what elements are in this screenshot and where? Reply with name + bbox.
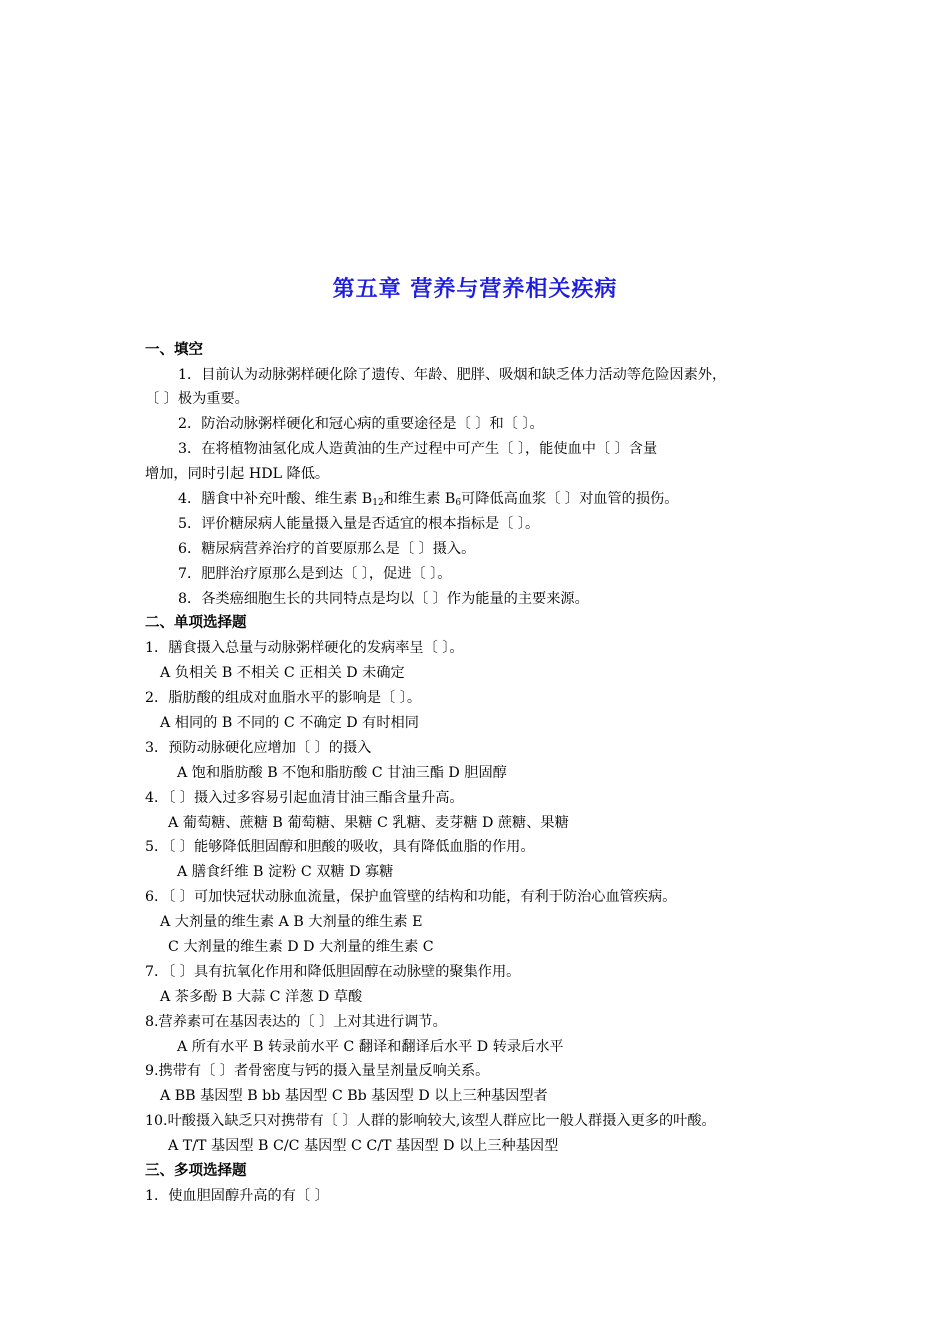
single-q3: 3．预防动脉硬化应增加〔 〕的摄入 xyxy=(145,740,372,756)
single-q3-options: A 饱和脂肪酸 B 不饱和脂肪酸 C 甘油三酯 D 胆固醇 xyxy=(177,765,507,781)
fill-q2: 2．防治动脉粥样硬化和冠心病的重要途径是〔 〕和〔 〕。 xyxy=(178,416,544,432)
fill-q5: 5．评价糖尿病人能量摄入量是否适宜的根本指标是〔 〕。 xyxy=(178,516,540,532)
single-q7: 7．〔 〕具有抗氧化作用和降低胆固醇在动脉壁的聚集作用。 xyxy=(145,964,521,980)
single-q8-options: A 所有水平 B 转录前水平 C 翻译和翻译后水平 D 转录后水平 xyxy=(177,1039,564,1055)
single-q1: 1．膳食摄入总量与动脉粥样硬化的发病率呈〔 〕。 xyxy=(145,640,464,656)
fill-q4-subscript-12: 12 xyxy=(372,498,384,508)
fill-q4-subscript-6: 6 xyxy=(455,498,462,508)
section-heading-single-choice: 二、单项选择题 xyxy=(145,615,247,631)
single-q5: 5．〔 〕能够降低胆固醇和胆酸的吸收，具有降低血脂的作用。 xyxy=(145,839,535,855)
fill-q6: 6．糖尿病营养治疗的首要原那么是〔 〕摄入。 xyxy=(178,541,476,557)
section-heading-fill: 一、填空 xyxy=(145,342,203,358)
fill-q7: 7．肥胖治疗原那么是到达〔 〕，促进〔 〕。 xyxy=(178,566,452,582)
single-q10: 10.叶酸摄入缺乏只对携带有〔 〕人群的影响较大,该型人群应比一般人群摄入更多的叶酸。 xyxy=(145,1113,716,1129)
multi-q1: 1．使血胆固醇升高的有〔 〕 xyxy=(145,1188,329,1204)
fill-q3-line1: 3．在将植物油氢化成人造黄油的生产过程中可产生〔 〕，能使血中〔 〕含量 xyxy=(178,441,658,457)
single-q9-options: A BB 基因型 B bb 基因型 C Bb 基因型 D 以上三种基因型者 xyxy=(160,1088,548,1104)
single-q2: 2．脂肪酸的组成对血脂水平的影响是〔 〕。 xyxy=(145,690,422,706)
single-q4-options: A 葡萄糖、蔗糖 B 葡萄糖、果糖 C 乳糖、麦芽糖 D 蔗糖、果糖 xyxy=(168,815,569,831)
single-q6-options-ab: A 大剂量的维生素 A B 大剂量的维生素 E xyxy=(160,914,423,930)
single-q9: 9.携带有〔 〕者骨密度与钙的摄入量呈剂量反响关系。 xyxy=(145,1063,490,1079)
fill-q4-part1: 4．膳食中补充叶酸、维生素 B xyxy=(178,491,373,507)
fill-q8: 8．各类癌细胞生长的共同特点是均以〔 〕作为能量的主要来源。 xyxy=(178,591,589,607)
fill-q4 xyxy=(178,489,678,509)
fill-q4-part3: 可降低高血浆〔 〕对血管的损伤。 xyxy=(461,491,679,507)
fill-q4-part2: 和维生素 B xyxy=(383,491,456,507)
single-q6-options-cd: C 大剂量的维生素 D D 大剂量的维生素 C xyxy=(168,939,434,955)
chapter-title: 第五章 营养与营养相关疾病 xyxy=(332,277,618,302)
single-q1-options: A 负相关 B 不相关 C 正相关 D 未确定 xyxy=(160,665,405,681)
single-q5-options: A 膳食纤维 B 淀粉 C 双糖 D 寡糖 xyxy=(177,864,394,880)
fill-q1-line2: 〔 〕极为重要。 xyxy=(145,391,249,407)
single-q10-options: A T/T 基因型 B C/C 基因型 C C/T 基因型 D 以上三种基因型 xyxy=(168,1138,559,1154)
single-q8: 8.营养素可在基因表达的〔 〕上对其进行调节。 xyxy=(145,1014,447,1030)
section-heading-multi-choice: 三、多项选择题 xyxy=(145,1163,247,1179)
single-q7-options: A 茶多酚 B 大蒜 C 洋葱 D 草酸 xyxy=(160,989,363,1005)
single-q4: 4．〔 〕摄入过多容易引起血清甘油三酯含量升高。 xyxy=(145,790,464,806)
fill-q3-line2: 增加，同时引起 HDL 降低。 xyxy=(145,466,330,482)
single-q2-options: A 相同的 B 不同的 C 不确定 D 有时相同 xyxy=(160,715,419,731)
fill-q1-line1: 1．目前认为动脉粥样硬化除了遗传、年龄、肥胖、吸烟和缺乏体力活动等危险因素外， xyxy=(178,367,727,383)
single-q6: 6．〔 〕可加快冠状动脉血流量，保护血管壁的结构和功能，有利于防治心血管疾病。 xyxy=(145,889,677,905)
